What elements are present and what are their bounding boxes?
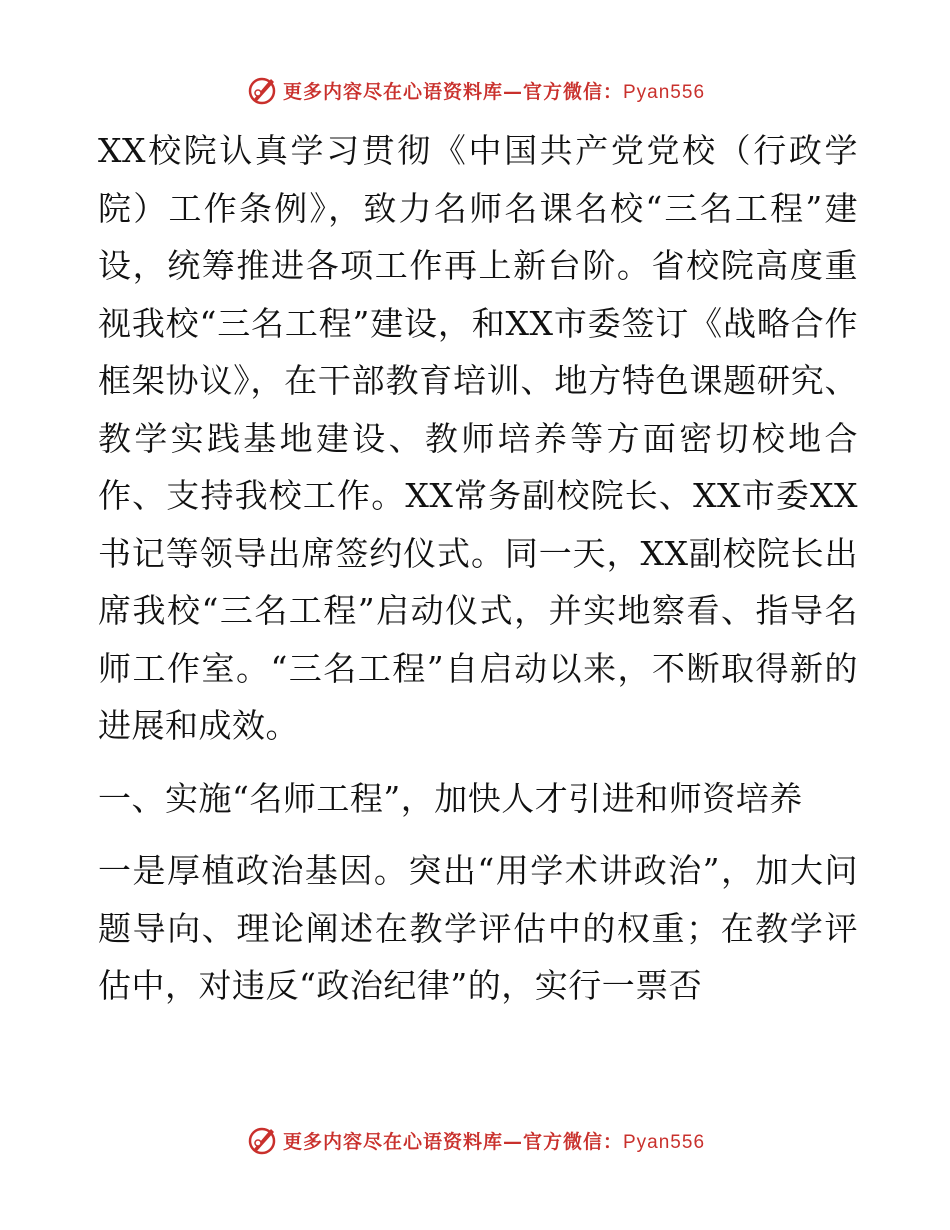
body-paragraph: XX校院认真学习贯彻《中国共产党党校（行政学院）工作条例》，致力名师名课名校“三名工程”建设，统筹推进各项工作再上新台阶。省校院高度重视我校“三名工程”建设，和XX市委签订《战略合作框架协议》，在干部教育培训、地方特色课题研究、教学实践基地建设、教师培养等方面密切校地合作、支持我校工作。XX常务副校院长、XX市委XX书记等领导出席签约仪式。同一天，XX副校院长出席我校“三名工程”启动仪式，并实地察看、指导名师工作室。“三名工程”自启动以来，不断取得新的进展和成效。 bbox=[98, 131, 858, 745]
watermark-text: 更多内容尽在心语资料库—官方微信：Pyan556 bbox=[282, 80, 706, 103]
header-watermark bbox=[0, 72, 950, 108]
brush-logo-icon bbox=[245, 1123, 279, 1157]
document-body bbox=[98, 122, 858, 1015]
body-paragraph: 一是厚植政治基因。突出“用学术讲政治”，加大问题导向、理论阐述在教学评估中的权重；在教学评估中，对违反“政治纪律”的，实行一票否 bbox=[98, 851, 858, 1005]
section-heading: 一、实施“名师工程”，加快人才引进和师资培养 bbox=[98, 778, 803, 818]
brush-logo-icon bbox=[245, 73, 279, 107]
footer-watermark bbox=[0, 1122, 950, 1158]
watermark-text: 更多内容尽在心语资料库—官方微信：Pyan556 bbox=[282, 1130, 706, 1153]
